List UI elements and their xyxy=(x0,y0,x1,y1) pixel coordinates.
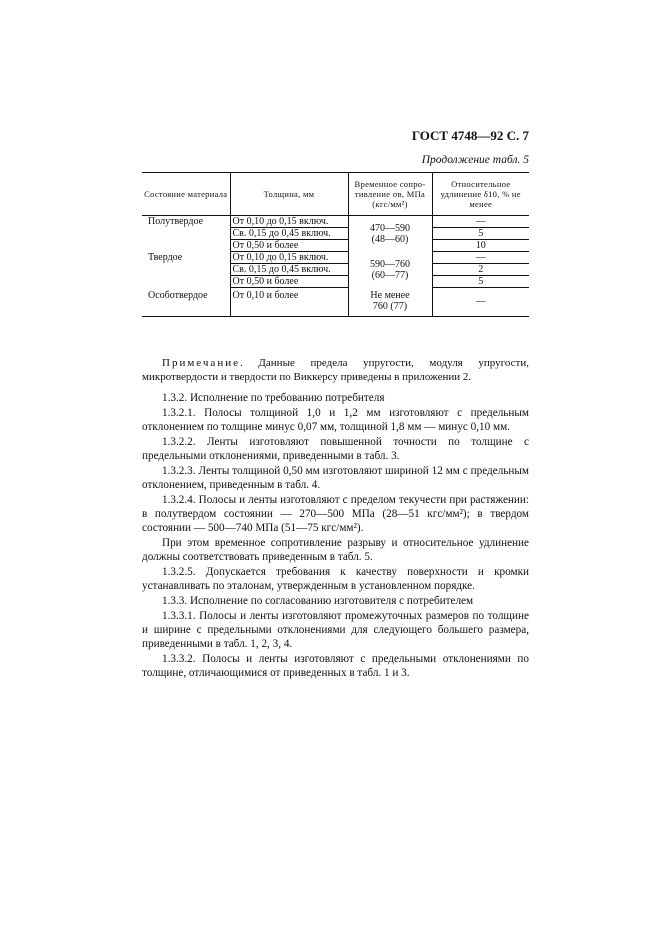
state-cell: Особотвердое xyxy=(142,288,230,317)
paragraph: 1.3.3.2. Полосы и ленты изготовляют с предельными отклонениями по толщине, отличающимися от приведенных в табл. 1 и 3. xyxy=(142,653,529,679)
paragraph: 1.3.2.1. Полосы толщиной 1,0 и 1,2 мм изготовляют с предельным отклонением по толщине минус 0,07 мм, толщиной 1,8 мм — минус 0,10 мм. xyxy=(142,407,529,433)
strength-value: Не менее xyxy=(370,289,410,301)
elongation-cell: 5 xyxy=(432,228,529,240)
elongation-cell: 5 xyxy=(432,276,529,288)
thickness-cell: Св. 0,15 до 0,45 включ. xyxy=(230,264,348,276)
strength-kgf-value: 760 (77) xyxy=(372,300,408,312)
col-header-strength: Временное сопро-тивление σв, МПа (кгс/мм²) xyxy=(348,173,432,216)
table-note xyxy=(142,356,529,384)
paragraph: 1.3.2.2. Ленты изготовляют повышенной точности по толщине с предельными отклонениями, приведенными в табл. 3. xyxy=(142,436,529,462)
thickness-cell: От 0,10 до 0,15 включ. xyxy=(230,252,348,264)
elongation-cell: 10 xyxy=(432,240,529,252)
paragraph: 1.3.3.1. Полосы и ленты изготовляют промежуточных размеров по толщине и ширине с предельными отклонениями для следующего большего размера, приведенными в табл. 1, 2, 3, 4. xyxy=(142,610,529,650)
elongation-cell: — xyxy=(432,216,529,228)
strength-value: 470—590 xyxy=(370,222,410,234)
body-text xyxy=(142,388,529,681)
thickness-cell: От 0,50 и более xyxy=(230,276,348,288)
thickness-cell: От 0,10 до 0,15 включ. xyxy=(230,216,348,228)
elongation-cell: — xyxy=(432,252,529,264)
thickness-cell: От 0,50 и более xyxy=(230,240,348,252)
elongation-cell: — xyxy=(432,288,529,317)
strength-kgf-value: (48—60) xyxy=(371,233,409,245)
page-header: ГОСТ 4748—92 С. 7 xyxy=(411,128,529,143)
note-label: Примечание xyxy=(162,357,240,369)
elongation-cell: 2 xyxy=(432,264,529,276)
table-row xyxy=(142,288,529,317)
paragraph: 1.3.2.4. Полосы и ленты изготовляют с пределом текучести при растяжении: в полутвердом состоянии — 270—500 МПа (28—51 кгс/мм²); в твердом состоянии — 500—740 МПа (51—75 кгс/мм²). xyxy=(142,494,529,534)
thickness-cell: Св. 0,15 до 0,45 включ. xyxy=(230,228,348,240)
strength-cell xyxy=(348,216,432,252)
paragraph: 1.3.3. Исполнение по согласованию изготовителя с потребителем xyxy=(162,595,474,607)
paragraph: 1.3.2. Исполнение по требованию потребителя xyxy=(162,392,385,404)
strength-value: 590—760 xyxy=(370,258,410,270)
table-row xyxy=(142,252,529,264)
strength-cell xyxy=(348,252,432,288)
table-row xyxy=(142,216,529,228)
thickness-cell: От 0,10 и более xyxy=(230,288,348,317)
mechanical-properties-table xyxy=(142,172,529,317)
paragraph: 1.3.2.5. Допускается требования к качеству поверхности и кромки устанавливать по эталонам, утвержденным в установленном порядке. xyxy=(142,566,529,592)
col-header-elongation: Относительное удлинение δ10, % не менее xyxy=(432,173,529,216)
col-header-state: Состояние материала xyxy=(142,173,230,216)
strength-kgf-value: (60—77) xyxy=(371,269,409,281)
paragraph: При этом временное сопротивление разрыву и относительное удлинение должны соответствовать приведенным в табл. 5. xyxy=(142,537,529,563)
strength-cell xyxy=(348,288,432,317)
note-text: . Данные предела упругости, модуля упругости, микротвердости и твердости по Виккерсу приведены в приложении 2. xyxy=(142,357,529,383)
state-cell: Твердое xyxy=(142,252,230,288)
table-continuation-label: Продолжение табл. 5 xyxy=(421,154,529,166)
col-header-thickness: Толщина, мм xyxy=(230,173,348,216)
paragraph: 1.3.2.3. Ленты толщиной 0,50 мм изготовляют шириной 12 мм с предельным отклонением, приведенным в табл. 4. xyxy=(142,465,529,491)
state-cell: Полутвердое xyxy=(142,216,230,252)
